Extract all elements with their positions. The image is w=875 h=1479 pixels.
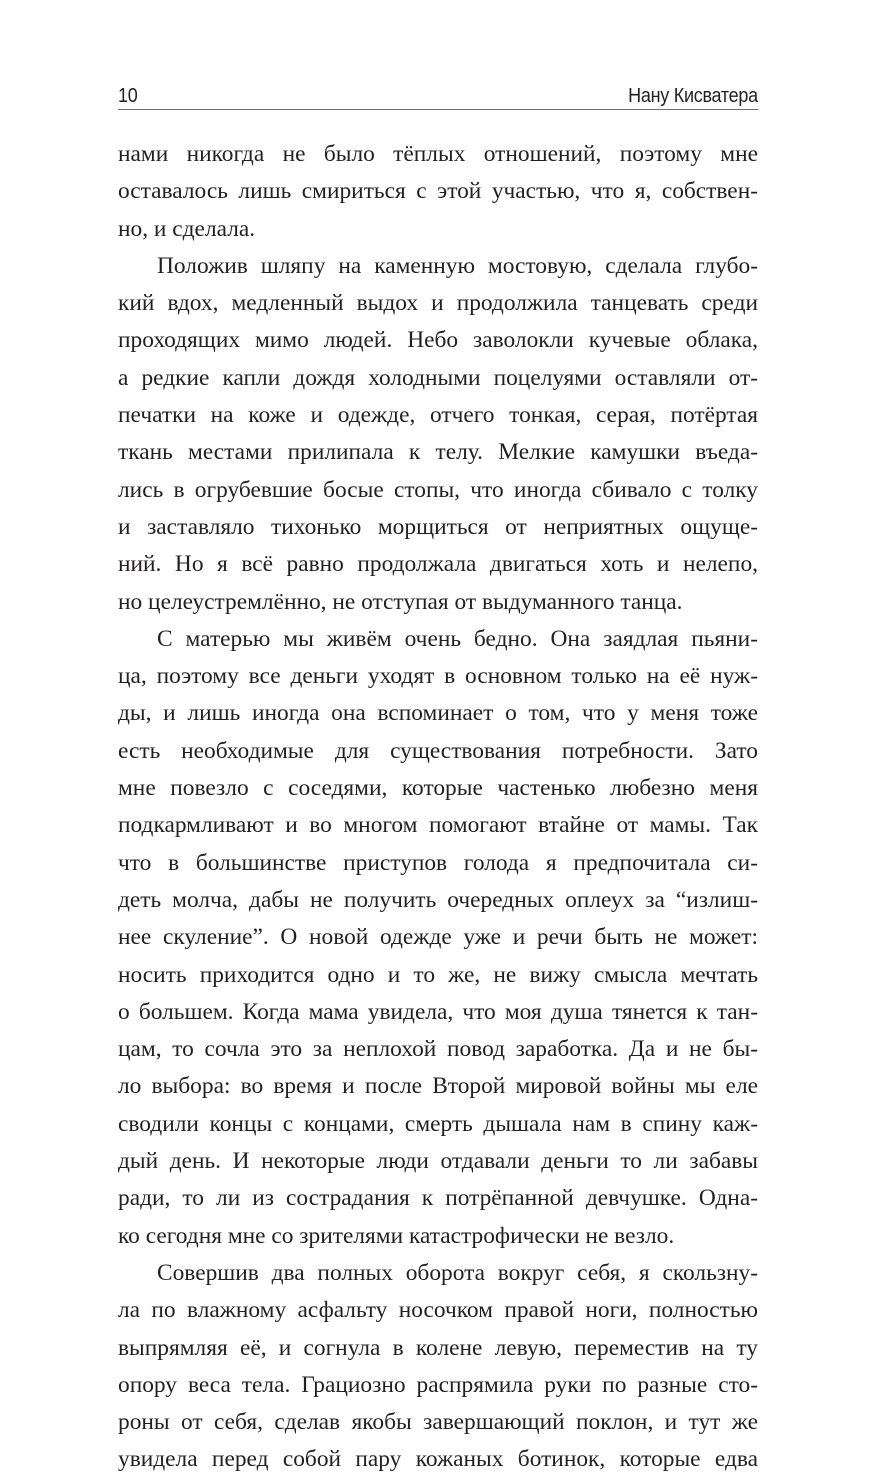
author-name: Нану Кисватера bbox=[628, 85, 758, 107]
text-line: выпрямляя её, и согнула в колене левую, переместив на ту bbox=[118, 1334, 758, 1361]
text-line: ды, и лишь иногда она вспоминает о том, что у меня тоже bbox=[118, 700, 758, 727]
text-line: Положив шляпу на каменную мостовую, сделала глубо- bbox=[157, 252, 758, 279]
text-line: а редкие капли дождя холодными поцелуями оставляли от- bbox=[118, 364, 758, 391]
text-line: кий вдох, медленный выдох и продолжила танцевать среди bbox=[118, 290, 758, 317]
text-line: лись в огрубевшие босые стопы, что иногда сбивало с толку bbox=[118, 476, 758, 503]
text-line: носить приходится одно и то же, не вижу смысла мечтать bbox=[118, 961, 758, 988]
text-line: есть необходимые для существования потребности. Зато bbox=[118, 737, 758, 764]
text-line: подкармливают и во многом помогают втайне от мамы. Так bbox=[118, 812, 758, 839]
text-line: о большем. Когда мама увидела, что моя душа тянется к тан- bbox=[118, 998, 758, 1025]
body-text bbox=[118, 136, 758, 1479]
text-line: и заставляло тихонько морщиться от неприятных ощуще- bbox=[118, 513, 758, 540]
text-line: ний. Но я всё равно продолжала двигаться хоть и нелепо, bbox=[118, 551, 758, 578]
paragraph bbox=[118, 248, 758, 621]
text-line: С матерью мы живём очень бедно. Она заядлая пьяни- bbox=[157, 625, 758, 652]
text-line: мне повезло с соседями, которые частенько любезно меня bbox=[118, 775, 758, 802]
text-line: деть молча, дабы не получить очередных оплеух за “излиш- bbox=[118, 886, 758, 913]
text-line: сводили концы с концами, смерть дышала нам в спину каж- bbox=[118, 1110, 758, 1137]
text-line: цам, то сочла это за неплохой повод заработка. Да и не бы- bbox=[118, 1036, 758, 1063]
paragraph bbox=[118, 621, 758, 1255]
text-line: ко сегодня мне со зрителями катастрофически не везло. bbox=[118, 1222, 675, 1249]
paragraph bbox=[118, 1255, 758, 1479]
text-line: ла по влажному асфальту носочком правой ноги, полностью bbox=[118, 1297, 758, 1324]
text-line: оставалось лишь смириться с этой участью, что я, собствен- bbox=[118, 178, 758, 205]
text-line: нами никогда не было тёплых отношений, поэтому мне bbox=[118, 141, 758, 167]
text-line: дый день. И некоторые люди отдавали деньги то ли забавы bbox=[118, 1148, 758, 1175]
text-line: ца, поэтому все деньги уходят в основном только на её нуж- bbox=[118, 663, 758, 690]
text-line: ткань местами прилипала к телу. Мелкие камушки въеда- bbox=[118, 439, 758, 466]
paragraph bbox=[118, 136, 758, 248]
page-number: 10 bbox=[118, 85, 138, 107]
text-line: ради, то ли из сострадания к потрёпанной девчушке. Одна- bbox=[118, 1185, 758, 1212]
header-rule bbox=[118, 109, 758, 110]
text-line: но целеустремлённо, не отступая от выдуманного танца. bbox=[118, 588, 683, 615]
text-line: проходящих мимо людей. Небо заволокли кучевые облака, bbox=[118, 327, 758, 354]
text-line: ло выбора: во время и после Второй мировой войны мы еле bbox=[118, 1073, 758, 1100]
text-line: роны от себя, сделав якобы завершающий поклон, и тут же bbox=[118, 1409, 758, 1436]
text-line: печатки на коже и одежде, отчего тонкая, серая, потёртая bbox=[118, 402, 758, 429]
text-line: Совершив два полных оборота вокруг себя, я скользну- bbox=[157, 1259, 758, 1286]
text-line: но, и сделала. bbox=[118, 215, 256, 242]
text-line: нее скуление”. О новой одежде уже и речи быть не может: bbox=[118, 924, 758, 951]
text-line: опору веса тела. Грациозно распрямила руки по разные сто- bbox=[118, 1371, 758, 1398]
text-line: увидела перед собой пару кожаных ботинок, которые едва bbox=[118, 1446, 758, 1473]
text-line: что в большинстве приступов голода я предпочитала си- bbox=[118, 849, 758, 876]
running-head bbox=[118, 78, 758, 108]
